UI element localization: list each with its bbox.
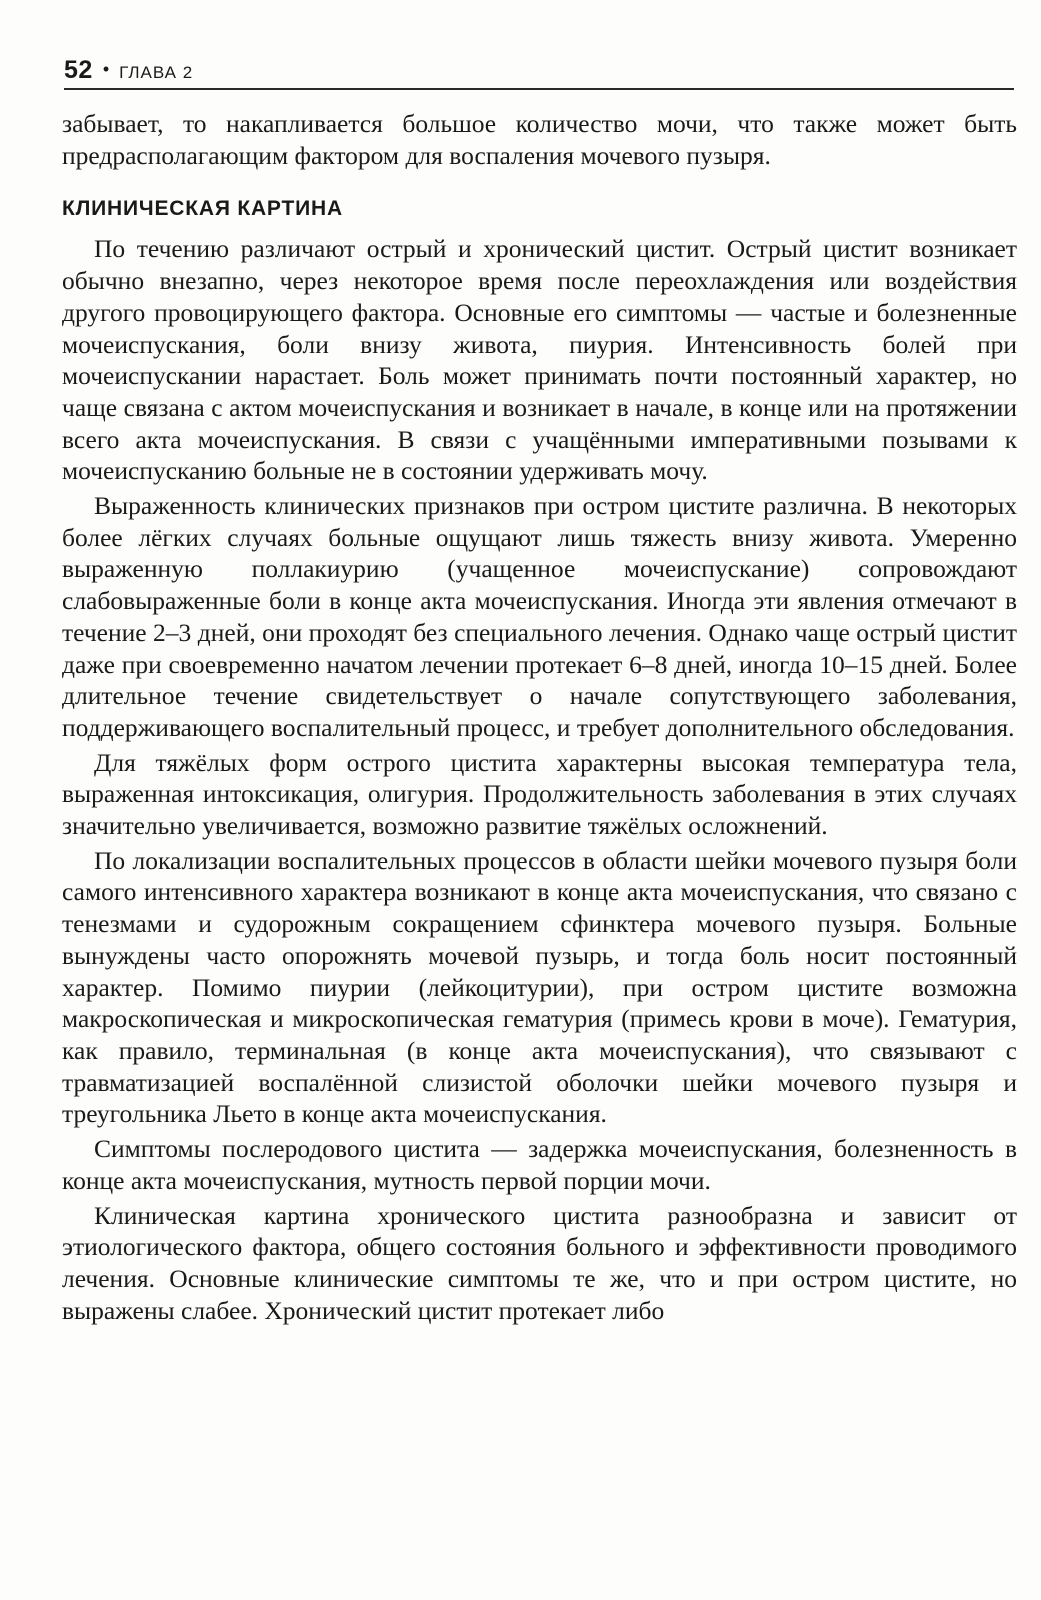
paragraph: По локализации воспалительных процессов в области шейки мочевого пузыря боли самого интенсивного характера возникают в конце акта мочеиспускания, что связано с тенезмами и судорожным сокращением сфинктера мочевого пузыря. Больные вынуждены часто опорожнять мочевой пузырь, и тогда боль носит постоянный характер. Помимо пиурии (лейкоцитурии), при остром цистите возможна макроскопическая и микроскопическая гематурия (примесь крови в моче). Гематурия, как правило, терминальная (в конце акта мочеиспускания), что связывают с травматизацией воспалённой слизистой оболочки шейки мочевого пузыря и треугольника Льето в конце акта мочеиспускания. xyxy=(62,845,1017,1129)
page-number: 52 xyxy=(64,56,93,84)
chapter-label: ГЛАВА 2 xyxy=(119,63,194,82)
running-head xyxy=(64,56,1014,90)
bullet-separator: • xyxy=(102,59,110,79)
paragraph: По течению различают острый и хронический цистит. Острый цистит возникает обычно внезапно, через некоторое время после переохлаждения или воздействия другого провоцирующего фактора. Основные его симптомы — частые и болезненные мочеиспускания, боли внизу живота, пиурия. Интенсивность болей при мочеиспускании нарастает. Боль может принимать почти постоянный характер, но чаще связана с актом мочеиспускания и возникает в начале, в конце или на протяжении всего акта мочеиспускания. В связи с учащёнными императивными позывами к мочеиспусканию больные не в состоянии удерживать мочу. xyxy=(62,234,1017,486)
paragraph: Выраженность клинических признаков при остром цистите различна. В некоторых более лёгких случаях больные ощущают лишь тяжесть внизу живота. Умеренно выраженную поллакиурию (учащенное мочеиспускание) сопровождают слабовыраженные боли в конце акта мочеиспускания. Иногда эти явления отмечают в течение 2–3 дней, они проходят без специального лечения. Однако чаще острый цистит даже при своевременно начатом лечении протекает 6–8 дней, иногда 10–15 дней. Более длительное течение свидетельствует о начале сопутствующего заболевания, поддерживающего воспалительный процесс, и требует дополнительного обследования. xyxy=(62,491,1017,742)
paragraph: Симптомы послеродового цистита — задержка мочеиспускания, болезненность в конце акта мочеиспускания, мутность первой порции мочи. xyxy=(62,1134,1017,1195)
body-text xyxy=(62,108,1017,1326)
paragraph: Для тяжёлых форм острого цистита характерны высокая температура тела, выраженная интоксикация, олигурия. Продолжительность заболевания в этих случаях значительно увеличивается, возможно развитие тяжёлых осложнений. xyxy=(62,747,1017,841)
intro-paragraph: забывает, то накапливается большое количество мочи, что также может быть предрасполагающим фактором для воспаления мочевого пузыря. xyxy=(62,109,1017,170)
header-rule xyxy=(64,88,1014,90)
paragraph: Клиническая картина хронического цистита разнообразна и зависит от этиологического фактора, общего состояния больного и эффективности проводимого лечения. Основные клинические симптомы те же, что и при остром цистите, но выражены слабее. Хронический цистит протекает либо xyxy=(62,1200,1017,1325)
section-heading: КЛИНИЧЕСКАЯ КАРТИНА xyxy=(62,197,343,221)
